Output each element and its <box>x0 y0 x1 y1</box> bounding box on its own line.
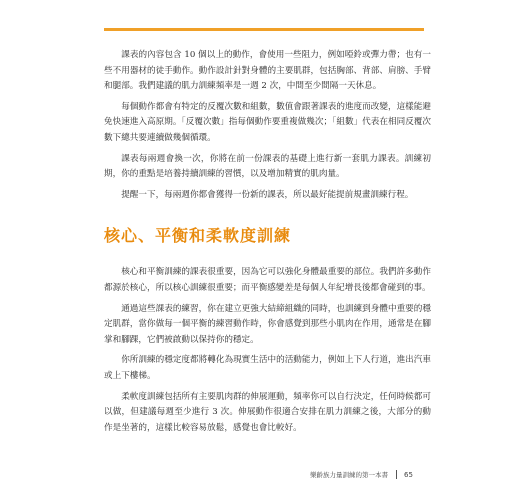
paragraph: 課表每兩週會換一次，你將在前一份課表的基礎上進行新一套肌力課表。訓練初期，你的重點是培養持續訓練的習慣，以及增加精實的肌肉量。 <box>104 153 431 180</box>
paragraph: 核心和平衡訓練的課表很重要，因為它可以強化身體最重要的部位。我們許多動作都源於核心，所以核心訓練很重要；而平衡感變差是每個人年紀增長後都會碰到的事。 <box>104 267 431 293</box>
paragraph: 課表的內容包含 10 個以上的動作，會使用一些阻力，例如啞鈴或彈力帶；也有一些不用器材的徒手動作。動作設計針對身體的主要肌群，包括胸部、背部、肩膀、手臂和腿部。我們建議的肌力訓練頻率是一週 2 次，中間至少間隔一天休息。 <box>104 50 431 92</box>
footer-divider <box>396 470 397 479</box>
paragraph: 每個動作都會有特定的反覆次數和組數，數值會跟著課表的進度而改變，這樣能避免快速進入高原期。「反覆次數」指每個動作要重複做幾次；「組數」代表在相同反覆次數下總共要連續做幾個循環。 <box>104 101 431 143</box>
page-number: 65 <box>404 470 413 479</box>
page-footer <box>310 470 413 479</box>
paragraph: 柔軟度訓練包括所有主要肌肉群的伸展運動，頻率你可以自行決定，任何時候都可以做，但建議每週至少進行 3 次。伸展動作很適合安排在肌力訓練之後，大部分的動作是坐著的，這樣比較容易放鬆，感覺也會比較好。 <box>104 391 431 433</box>
header-rule <box>104 28 424 31</box>
paragraph: 提醒一下，每兩週你都會獲得一份新的課表，所以最好能提前規畫訓練行程。 <box>121 189 414 200</box>
running-book-title: 樂齡族力量訓練的第一本書 <box>310 471 388 479</box>
section-heading: 核心、平衡和柔軟度訓練 <box>104 226 292 246</box>
paragraph: 你所訓練的穩定度都將轉化為現實生活中的活動能力，例如上下人行道，進出汽車或上下樓梯。 <box>104 355 431 381</box>
paragraph: 通過這些課表的練習，你在建立更強大結締組織的同時，也訓練到身體中重要的穩定肌群，當你做每一個平衡的練習動作時，你會感覺到那些小肌肉在作用，通常是在腳掌和腳踝，它們被啟動以保持你的穩定。 <box>104 303 431 345</box>
page-body <box>104 48 431 441</box>
